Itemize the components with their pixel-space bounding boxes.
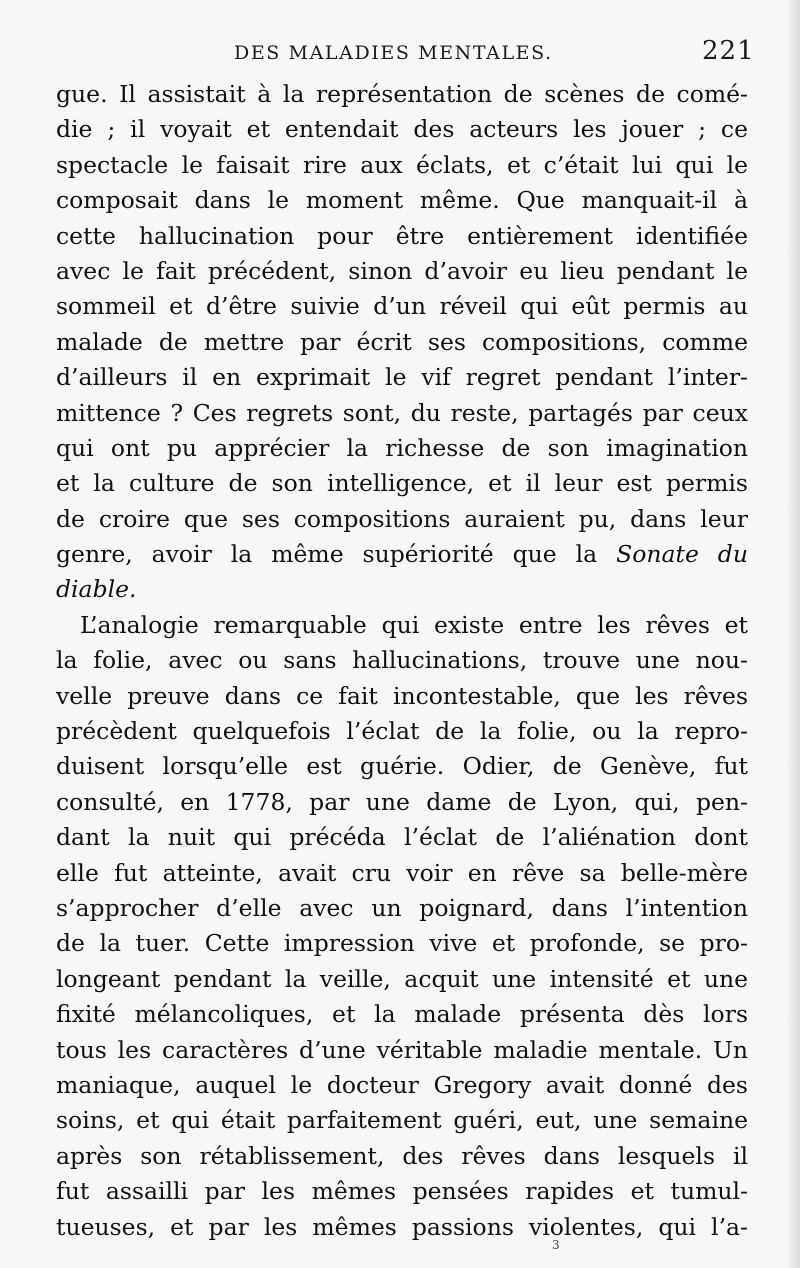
text-line: de la tuer. Cette impression vive et profonde, se pro- [56,929,748,958]
text-line: composait dans le moment même. Que manquait-il à [56,186,748,215]
running-head: DES MALADIES MENTALES. [234,42,553,64]
text-line: dant la nuit qui précéda l’éclat de l’aliénation dont [56,823,748,852]
text-line: longeant pendant la veille, acquit une intensité et une [56,964,748,993]
text-line: précèdent quelquefois l’éclat de la folie, ou la repro- [56,717,748,746]
text-line: maniaque, auquel le docteur Gregory avait donné des [56,1070,748,1099]
text-line: tous les caractères d’une véritable maladie mentale. Un [56,1035,748,1064]
text-line: après son rétablissement, des rêves dans lesquels il [56,1141,748,1170]
text-line: elle fut atteinte, avait cru voir en rêve sa belle-mère [56,858,748,887]
text-line: fut assailli par les mêmes pensées rapides et tumul- [56,1177,748,1206]
text-line: tueuses, et par les mêmes passions violentes, qui l’a- [56,1212,748,1241]
text-line: qui ont pu apprécier la richesse de son imagination [56,433,748,462]
text-line: soins, et qui était parfaitement guéri, eut, une semaine [56,1106,748,1135]
page-edge-shadow [786,0,800,1268]
text-line: et la culture de son intelligence, et il leur est permis [56,469,748,498]
text-line-paragraph-end: diable. [56,575,137,604]
text-line: mittence ? Ces regrets sont, du reste, partagés par ceux [56,398,748,427]
signature-mark: 3 [552,1238,560,1252]
text-line: avec le fait précédent, sinon d’avoir eu lieu pendant le [56,256,748,285]
text-line: velle preuve dans ce fait incontestable, que les rêves [56,681,748,710]
text-line: fixité mélancoliques, et la malade présenta dès lors [56,1000,748,1029]
text-line: duisent lorsqu’elle est guérie. Odier, de Genève, fut [56,752,748,781]
paragraph-start: L’analogie remarquable qui existe entre les rêves et [80,610,748,639]
text-line-lead: genre, avoir la même supériorité que la [56,540,598,569]
page-number: 221 [702,36,755,66]
body-text [56,77,748,1245]
text-line: la folie, avec ou sans hallucinations, trouve une nou- [56,646,748,675]
text-line: d’ailleurs il en exprimait le vif regret pendant l’inter- [56,363,748,392]
text-line-with-title [56,537,748,572]
text-line: de croire que ses compositions auraient pu, dans leur [56,504,748,533]
text-line: spectacle le faisait rire aux éclats, et c’était lui qui le [56,150,748,179]
italic-title: Sonate du [616,540,748,569]
text-line: consulté, en 1778, par une dame de Lyon, qui, pen- [56,787,748,816]
text-line: gue. Il assistait à la représentation de scènes de comé- [56,80,748,108]
page-header [0,34,800,74]
text-line: sommeil et d’être suivie d’un réveil qui eût permis au [56,292,748,321]
text-line: die ; il voyait et entendait des acteurs les jouer ; ce [56,115,748,144]
text-line: malade de mettre par écrit ses compositions, comme [56,327,748,356]
text-line: s’approcher d’elle avec un poignard, dans l’intention [56,893,748,922]
text-line: cette hallucination pour être entièrement identifiée [56,221,748,250]
